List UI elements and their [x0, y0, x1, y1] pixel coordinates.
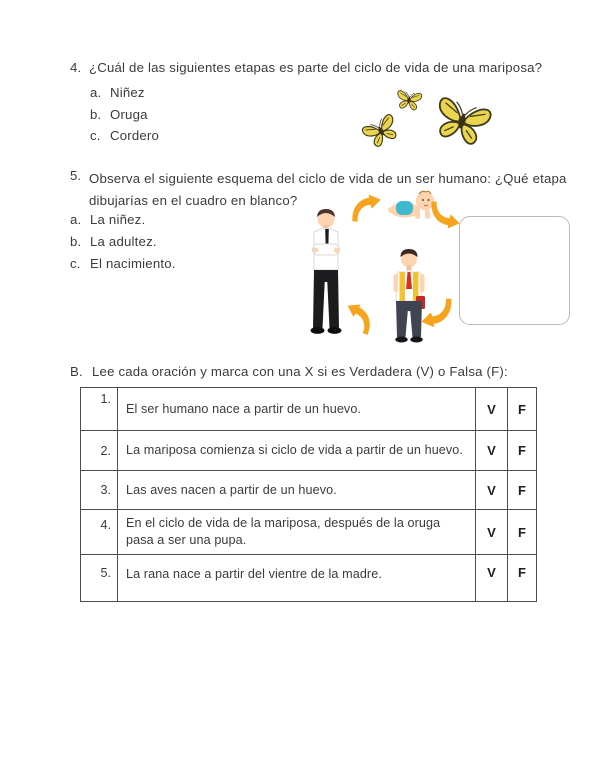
table-row — [81, 388, 536, 430]
row-statement: La mariposa comienza si ciclo de vida a partir de un huevo. — [118, 431, 476, 470]
mark-v-cell[interactable]: V — [476, 388, 508, 430]
row-number: 3. — [81, 471, 118, 509]
mark-v-cell[interactable]: V — [476, 555, 508, 601]
question-4-text: ¿Cuál de las siguientes etapas es parte del ciclo de vida de una mariposa? — [89, 60, 543, 75]
question-5-number: 5. — [70, 168, 81, 183]
question-5-text-line1: Observa el siguiente esquema del ciclo de vida de un ser humano: ¿Qué etapa — [89, 171, 567, 186]
mark-v-cell[interactable]: V — [476, 471, 508, 509]
section-b-instruction: Lee cada oración y marca con una X si es Verdadera (V) o Falsa (F): — [92, 364, 508, 379]
row-number: 4. — [81, 510, 118, 554]
q4-option-c-text: Cordero — [110, 128, 160, 143]
table-row — [81, 470, 536, 509]
mark-v-cell[interactable]: V — [476, 431, 508, 470]
question-5-text-line2: dibujarías en el cuadro en blanco? — [89, 192, 298, 208]
q5-option-b-letter: b. — [70, 234, 82, 249]
q4-option-b-letter: b. — [90, 107, 102, 122]
row-statement: El ser humano nace a partir de un huevo. — [118, 388, 476, 430]
table-row — [81, 430, 536, 470]
q4-option-a-text: Niñez — [110, 85, 145, 100]
question-4-number: 4. — [70, 60, 82, 75]
section-b-letter: B. — [70, 364, 83, 379]
mark-f-cell[interactable]: F — [518, 524, 526, 540]
cycle-arrow-down-right-icon — [429, 200, 461, 230]
q5-option-c-text: El nacimiento. — [90, 256, 176, 271]
mark-f-cell[interactable]: F — [518, 565, 526, 580]
true-false-table — [80, 387, 537, 602]
mark-f-cell[interactable]: F — [518, 401, 526, 417]
row-number: 1. — [81, 388, 118, 430]
row-statement: La rana nace a partir del vientre de la madre. — [118, 555, 476, 601]
row-number: 2. — [81, 431, 118, 470]
row-number: 5. — [81, 555, 118, 601]
question-4 — [70, 60, 542, 75]
q5-option-a-text: La niñez. — [90, 212, 146, 227]
q4-option-c — [90, 128, 159, 143]
blank-answer-box[interactable] — [459, 216, 570, 325]
q5-option-a-letter: a. — [70, 212, 82, 227]
q5-option-b — [70, 234, 157, 249]
cycle-arrow-down-left-icon — [420, 298, 454, 328]
row-statement: En el ciclo de vida de la mariposa, después de la oruga pasa a ser una pupa. — [118, 510, 476, 554]
q5-option-b-text: La adultez. — [90, 234, 157, 249]
q4-option-c-letter: c. — [90, 128, 101, 143]
question-5 — [70, 168, 567, 211]
q4-option-a-letter: a. — [90, 85, 102, 100]
q4-option-b-text: Oruga — [110, 107, 148, 122]
mark-f-cell[interactable]: F — [518, 482, 526, 498]
q5-option-a — [70, 212, 145, 227]
school-boy-figure — [385, 247, 433, 343]
table-row — [81, 509, 536, 554]
q5-option-c-letter: c. — [70, 256, 81, 271]
q4-option-b — [90, 107, 148, 122]
butterflies-illustration — [356, 82, 498, 158]
mark-v-cell[interactable]: V — [476, 510, 508, 554]
table-row — [81, 554, 536, 601]
mark-f-cell[interactable]: F — [518, 443, 526, 458]
section-b-header — [70, 364, 508, 379]
cycle-arrow-up-right-icon — [350, 193, 382, 223]
q5-option-c — [70, 256, 176, 271]
q4-option-a — [90, 85, 145, 100]
row-statement: Las aves nacen a partir de un huevo. — [118, 471, 476, 509]
